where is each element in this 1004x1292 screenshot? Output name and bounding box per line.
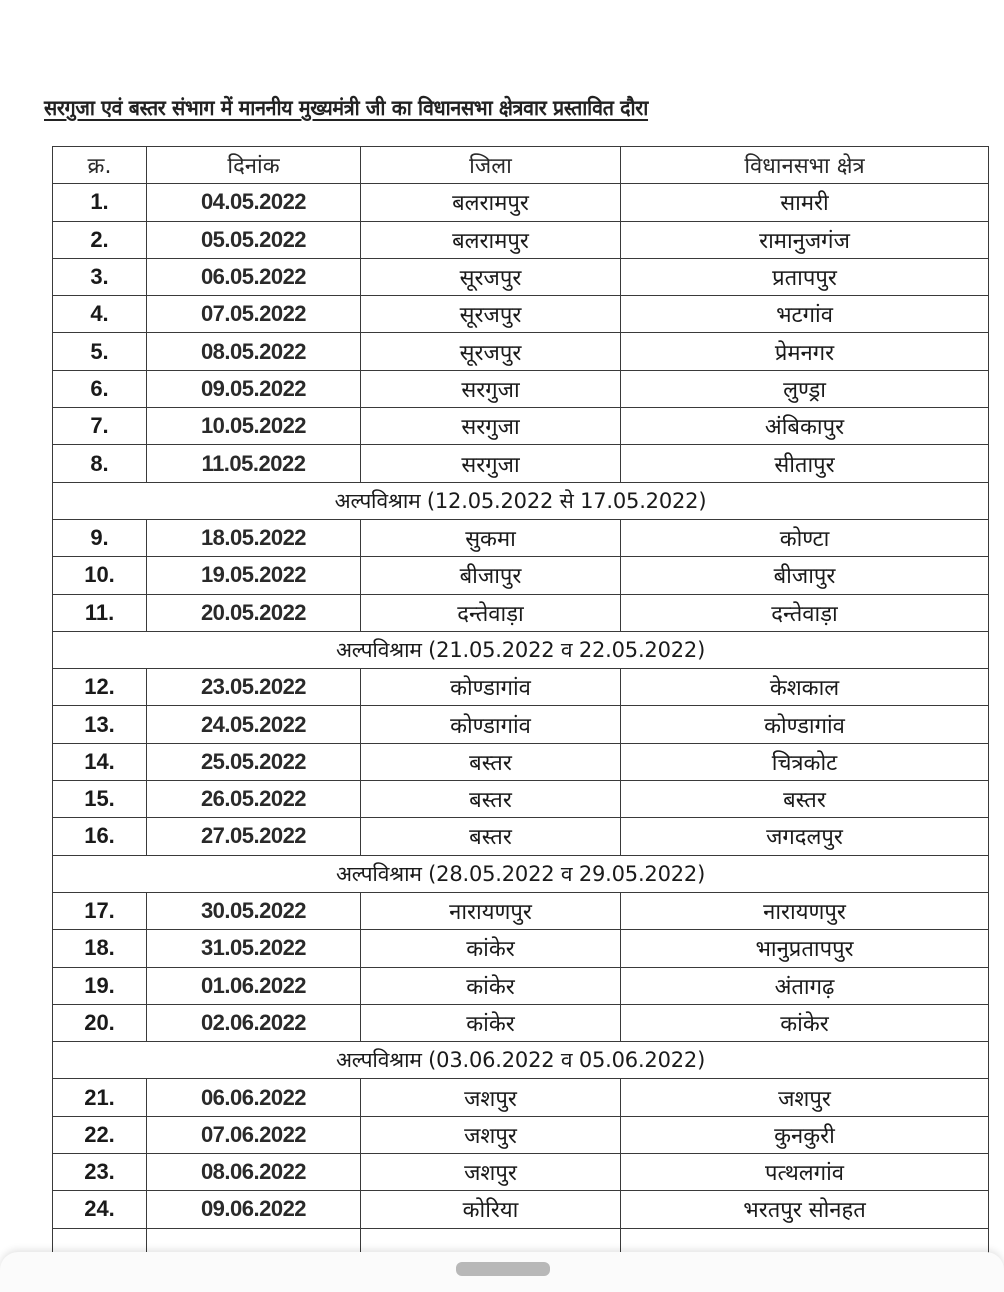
visit-date: 24.05.2022 (147, 706, 361, 743)
visit-date: 19.05.2022 (147, 557, 361, 594)
table-row (53, 445, 989, 482)
district-name: कोण्डागांव (361, 706, 621, 743)
visit-date: 11.05.2022 (147, 445, 361, 482)
serial-number: 11. (53, 594, 147, 631)
visit-date: 08.06.2022 (147, 1154, 361, 1191)
visit-date: 06.06.2022 (147, 1079, 361, 1116)
visit-date: 05.05.2022 (147, 221, 361, 258)
district-name: जशपुर (361, 1116, 621, 1153)
district-name: सूरजपुर (361, 333, 621, 370)
serial-number: 4. (53, 296, 147, 333)
constituency-name: भरतपुर सोनहत (621, 1191, 989, 1228)
district-name: नारायणपुर (361, 892, 621, 929)
table-row (53, 333, 989, 370)
constituency-name: बस्तर (621, 781, 989, 818)
constituency-name: सामरी (621, 184, 989, 221)
constituency-name: प्रेमनगर (621, 333, 989, 370)
table-row (53, 706, 989, 743)
serial-number: 17. (53, 892, 147, 929)
visit-date: 04.05.2022 (147, 184, 361, 221)
constituency-name: प्रतापपुर (621, 258, 989, 295)
serial-number: 3. (53, 258, 147, 295)
rest-period-row (53, 855, 989, 892)
constituency-name: बीजापुर (621, 557, 989, 594)
district-name: बस्तर (361, 781, 621, 818)
district-name: जशपुर (361, 1079, 621, 1116)
header-constituency: विधानसभा क्षेत्र (621, 147, 989, 184)
table-row (53, 184, 989, 221)
rest-period-row (53, 1042, 989, 1079)
district-name: बलरामपुर (361, 221, 621, 258)
table-row (53, 1004, 989, 1041)
serial-number: 12. (53, 669, 147, 706)
visit-date: 06.05.2022 (147, 258, 361, 295)
visit-date: 10.05.2022 (147, 408, 361, 445)
constituency-name: कोण्टा (621, 519, 989, 556)
table-row (53, 1154, 989, 1191)
serial-number: 22. (53, 1116, 147, 1153)
table-row (53, 669, 989, 706)
table-row (53, 519, 989, 556)
visit-date: 26.05.2022 (147, 781, 361, 818)
visit-date: 01.06.2022 (147, 967, 361, 1004)
visit-date: 08.05.2022 (147, 333, 361, 370)
constituency-name: सीतापुर (621, 445, 989, 482)
visit-date: 31.05.2022 (147, 930, 361, 967)
serial-number: 19. (53, 967, 147, 1004)
table-row (53, 781, 989, 818)
district-name: सरगुजा (361, 408, 621, 445)
table-row (53, 258, 989, 295)
district-name: कांकेर (361, 967, 621, 1004)
serial-number: 20. (53, 1004, 147, 1041)
table-row (53, 221, 989, 258)
constituency-name: पत्थलगांव (621, 1154, 989, 1191)
visit-date: 18.05.2022 (147, 519, 361, 556)
constituency-name: केशकाल (621, 669, 989, 706)
constituency-name: कुनकुरी (621, 1116, 989, 1153)
visit-date: 02.06.2022 (147, 1004, 361, 1041)
table-row (53, 370, 989, 407)
constituency-name: नारायणपुर (621, 892, 989, 929)
constituency-name: अंतागढ़ (621, 967, 989, 1004)
constituency-name: जगदलपुर (621, 818, 989, 855)
district-name: बस्तर (361, 743, 621, 780)
district-name: कांकेर (361, 1004, 621, 1041)
constituency-name: भटगांव (621, 296, 989, 333)
bottom-sheet[interactable] (0, 1252, 1004, 1292)
table-row (53, 743, 989, 780)
table-row (53, 818, 989, 855)
district-name: बलरामपुर (361, 184, 621, 221)
constituency-name: कांकेर (621, 1004, 989, 1041)
schedule-table (52, 146, 989, 1266)
table-row (53, 296, 989, 333)
serial-number: 16. (53, 818, 147, 855)
district-name: दन्तेवाड़ा (361, 594, 621, 631)
constituency-name: भानुप्रतापपुर (621, 930, 989, 967)
district-name: सरगुजा (361, 445, 621, 482)
rest-period-label: अल्पविश्राम (12.05.2022 से 17.05.2022) (53, 482, 989, 519)
rest-period-label: अल्पविश्राम (28.05.2022 व 29.05.2022) (53, 855, 989, 892)
visit-date: 27.05.2022 (147, 818, 361, 855)
visit-date: 09.05.2022 (147, 370, 361, 407)
constituency-name: अंबिकापुर (621, 408, 989, 445)
serial-number: 9. (53, 519, 147, 556)
serial-number: 18. (53, 930, 147, 967)
serial-number: 13. (53, 706, 147, 743)
rest-period-row (53, 631, 989, 668)
table-row (53, 1079, 989, 1116)
rest-period-label: अल्पविश्राम (21.05.2022 व 22.05.2022) (53, 631, 989, 668)
serial-number: 2. (53, 221, 147, 258)
serial-number: 10. (53, 557, 147, 594)
district-name: सुकमा (361, 519, 621, 556)
visit-date: 30.05.2022 (147, 892, 361, 929)
visit-date: 09.06.2022 (147, 1191, 361, 1228)
constituency-name: कोण्डागांव (621, 706, 989, 743)
constituency-name: दन्तेवाड़ा (621, 594, 989, 631)
rest-period-row (53, 482, 989, 519)
table-row (53, 1116, 989, 1153)
serial-number: 6. (53, 370, 147, 407)
table-row (53, 594, 989, 631)
table-row (53, 1191, 989, 1228)
serial-number: 21. (53, 1079, 147, 1116)
district-name: बीजापुर (361, 557, 621, 594)
constituency-name: रामानुजगंज (621, 221, 989, 258)
district-name: सरगुजा (361, 370, 621, 407)
visit-date: 07.05.2022 (147, 296, 361, 333)
page-title: सरगुजा एवं बस्तर संभाग में माननीय मुख्यमंत्री जी का विधानसभा क्षेत्रवार प्रस्तावित दौरा (44, 96, 649, 120)
district-name: कांकेर (361, 930, 621, 967)
table-row (53, 408, 989, 445)
constituency-name: चित्रकोट (621, 743, 989, 780)
district-name: जशपुर (361, 1154, 621, 1191)
serial-number: 7. (53, 408, 147, 445)
serial-number: 24. (53, 1191, 147, 1228)
district-name: सूरजपुर (361, 258, 621, 295)
table-row (53, 967, 989, 1004)
constituency-name: लुण्ड्रा (621, 370, 989, 407)
header-serial: क्र. (53, 147, 147, 184)
visit-date: 20.05.2022 (147, 594, 361, 631)
district-name: बस्तर (361, 818, 621, 855)
header-date: दिनांक (147, 147, 361, 184)
serial-number: 14. (53, 743, 147, 780)
table-row (53, 892, 989, 929)
district-name: कोरिया (361, 1191, 621, 1228)
serial-number: 8. (53, 445, 147, 482)
header-district: जिला (361, 147, 621, 184)
district-name: सूरजपुर (361, 296, 621, 333)
visit-date: 07.06.2022 (147, 1116, 361, 1153)
visit-date: 23.05.2022 (147, 669, 361, 706)
constituency-name: जशपुर (621, 1079, 989, 1116)
drag-handle[interactable] (456, 1262, 550, 1276)
table-header-row (53, 147, 989, 184)
rest-period-label: अल्पविश्राम (03.06.2022 व 05.06.2022) (53, 1042, 989, 1079)
serial-number: 1. (53, 184, 147, 221)
serial-number: 5. (53, 333, 147, 370)
district-name: कोण्डागांव (361, 669, 621, 706)
table-body (53, 184, 989, 1266)
table-row (53, 557, 989, 594)
visit-date: 25.05.2022 (147, 743, 361, 780)
serial-number: 15. (53, 781, 147, 818)
table-row (53, 930, 989, 967)
serial-number: 23. (53, 1154, 147, 1191)
